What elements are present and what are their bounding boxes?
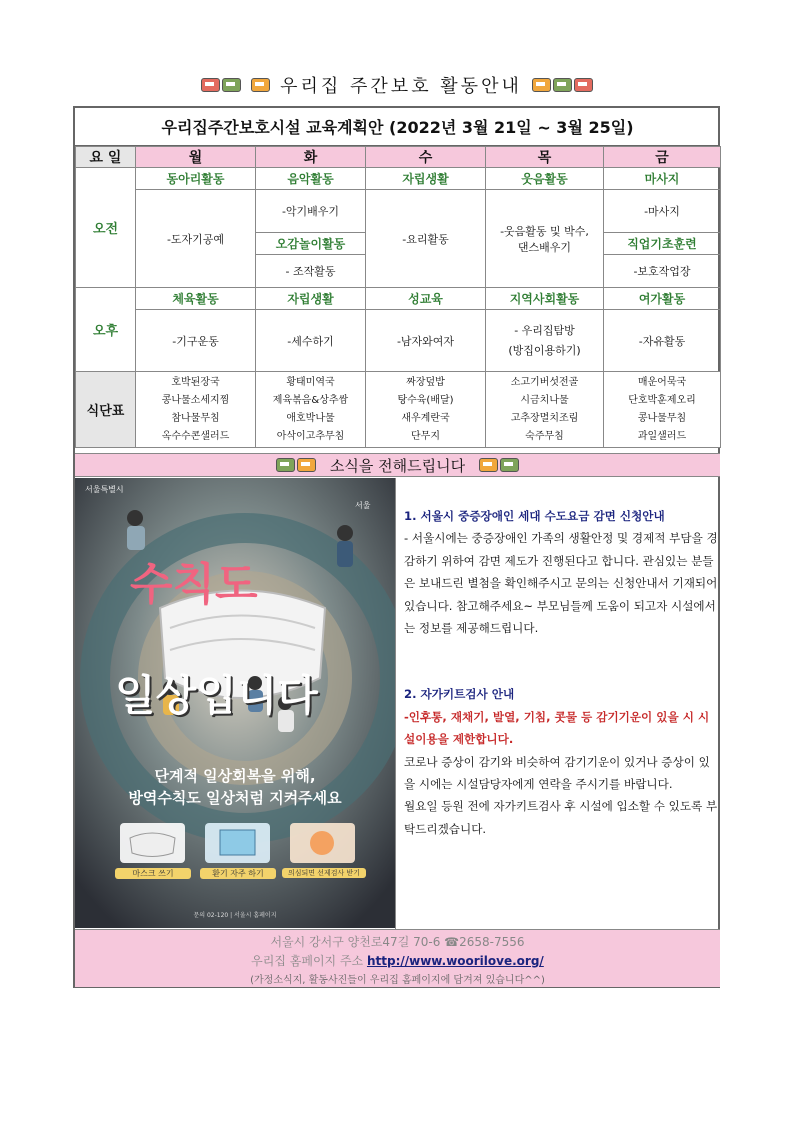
meal-fri: 매운어묵국 단호박훈제오리 콩나물무침 과일샐러드 — [604, 372, 721, 448]
homepage-link[interactable]: http://www.woorilove.org/ — [366, 954, 544, 968]
notice-2-body-2: 월요일 등원 전에 자가키트검사 후 시설에 입소할 수 있도록 부탁드리겠습니다. — [404, 799, 718, 836]
page-header — [0, 68, 794, 102]
page-title: 우리집 주간보호 활동안내 — [280, 76, 522, 97]
poster-headline-2: 일상입니다 — [115, 671, 318, 720]
day-wed: 수 — [366, 147, 486, 168]
meal-tue: 황태미역국 제육볶음&상추쌈 애호박나물 아삭이고추무침 — [256, 372, 366, 448]
schedule-table — [75, 146, 721, 448]
am-mon-title: 동아리활동 — [136, 168, 256, 190]
meal-row — [76, 372, 721, 448]
pm-title-row — [76, 288, 721, 310]
poster-subtitle-1: 단계적 일상회복을 위해, — [154, 767, 316, 785]
am-wed-title: 자립생활 — [366, 168, 486, 190]
poster-tip-mask: 마스크 쓰기 — [115, 868, 191, 879]
notice-1-body: - 서울시에는 중증장애인 가족의 생활안정 및 경제적 부담을 경감하기 위하여 감면 제도가 진행된다고 합니다. 관심있는 분들은 보내드린 별첨을 확인해주시고 문의는 신청안내서 기재되어 있습니다. 참고해주세요~ 부모님들께 도움이 되고자 시설에서는 정보를 제공해드립니다. — [404, 531, 718, 636]
news-notices — [404, 505, 718, 840]
train-icon — [201, 78, 241, 92]
news-bar — [75, 453, 720, 477]
pm-label: 오후 — [76, 288, 136, 372]
poster-corner: 서울 — [355, 501, 371, 510]
poster-subtitle-2: 방역수칙도 일상처럼 지켜주세요 — [128, 789, 342, 807]
day-thu: 목 — [486, 147, 604, 168]
pm-wed-title: 성교육 — [366, 288, 486, 310]
am-detail-row — [76, 190, 721, 233]
train-icon — [276, 458, 316, 472]
train-icon — [532, 78, 593, 92]
page-footer — [75, 929, 720, 987]
footer-homepage-label: 우리집 홈페이지 주소 — [251, 954, 364, 968]
news-divider — [395, 478, 396, 929]
pm-thu-detail: - 우리집탐방 (방집이용하기) — [486, 310, 604, 372]
am-tue-title: 음악활동 — [256, 168, 366, 190]
train-icon — [479, 458, 519, 472]
am-wed-detail: -요리활동 — [366, 190, 486, 288]
poster-headline-1: 수칙도 — [130, 559, 258, 610]
news-bar-title: 소식을 전해드립니다 — [329, 456, 466, 475]
pm-mon-title: 체육활동 — [136, 288, 256, 310]
meal-label: 식단표 — [76, 372, 136, 448]
am-label: 오전 — [76, 168, 136, 288]
day-mon: 월 — [136, 147, 256, 168]
footer-note: (가정소식지, 활동사진들이 우리집 홈페이지에 담겨져 있습니다^^) — [250, 975, 545, 986]
day-tue: 화 — [256, 147, 366, 168]
notice-2-body-1: 코로나 증상이 감기와 비슷하여 감기기운이 있거나 증상이 있을 시에는 시설담당자에게 연락을 주시기를 바랍니다. — [404, 754, 710, 792]
meal-thu: 소고기버섯전골 시금치나물 고추장멸치조림 숙주무침 — [486, 372, 604, 448]
pm-thu-title: 지역사회활동 — [486, 288, 604, 310]
am-fri-title: 마사지 — [604, 168, 721, 190]
day-fri: 금 — [604, 147, 721, 168]
covid-poster — [75, 478, 395, 928]
am-title-row — [76, 168, 721, 190]
am-fri-detail: -마사지 — [604, 190, 721, 233]
am-fri-title2: 직업기초훈련 — [604, 233, 721, 255]
day-header-row — [76, 147, 721, 168]
footer-address: 서울시 강서구 양천로47길 70-6 ☎2658-7556 — [270, 935, 525, 949]
pm-wed-detail: -남자와여자 — [366, 310, 486, 372]
am-thu-detail: -웃음활동 및 박수, 댄스배우기 — [486, 190, 604, 288]
am-tue-detail2: - 조작활동 — [256, 255, 366, 288]
pm-fri-title: 여가활동 — [604, 288, 721, 310]
pm-tue-detail: -세수하기 — [256, 310, 366, 372]
am-fri-detail2: -보호작업장 — [604, 255, 721, 288]
poster-logo: 서울특별시 — [85, 485, 124, 494]
pm-mon-detail: -기구운동 — [136, 310, 256, 372]
am-tue-detail: -악기배우기 — [256, 190, 366, 233]
poster-tip-ventilate: 환기 자주 하기 — [200, 868, 276, 879]
pm-fri-detail: -자유활동 — [604, 310, 721, 372]
footer-homepage — [75, 952, 720, 971]
notice-2-warning: -인후통, 재채기, 발열, 기침, 콧물 등 감기기운이 있을 시 시설이용을 제한합니다. — [404, 709, 710, 747]
train-icon — [251, 78, 270, 92]
day-label: 요 일 — [76, 147, 136, 168]
notice-1-title: 1. 서울시 중증장애인 세대 수도요금 감면 신청안내 — [404, 509, 665, 523]
plan-title: 우리집주간보호시설 교육계획안 (2022년 3월 21일 ~ 3월 25일) — [75, 108, 720, 146]
pm-tue-title: 자립생활 — [256, 288, 366, 310]
notice-2-title: 2. 자가키트검사 안내 — [404, 687, 515, 702]
pm-detail-row — [76, 310, 721, 372]
am-mon-detail: -도자기공예 — [136, 190, 256, 288]
meal-mon: 호박된장국 콩나물소세지찜 참나물무침 옥수수콘샐러드 — [136, 372, 256, 448]
poster-tip-test: 의심되면 선제검사 받기 — [282, 868, 366, 878]
am-tue-title2: 오감놀이활동 — [256, 233, 366, 255]
meal-wed: 짜장덮밥 탕수육(배달) 새우계란국 단무지 — [366, 372, 486, 448]
poster-footer: 문의 02-120 | 서울시 홈페이지 — [193, 912, 277, 919]
am-thu-title: 웃음활동 — [486, 168, 604, 190]
